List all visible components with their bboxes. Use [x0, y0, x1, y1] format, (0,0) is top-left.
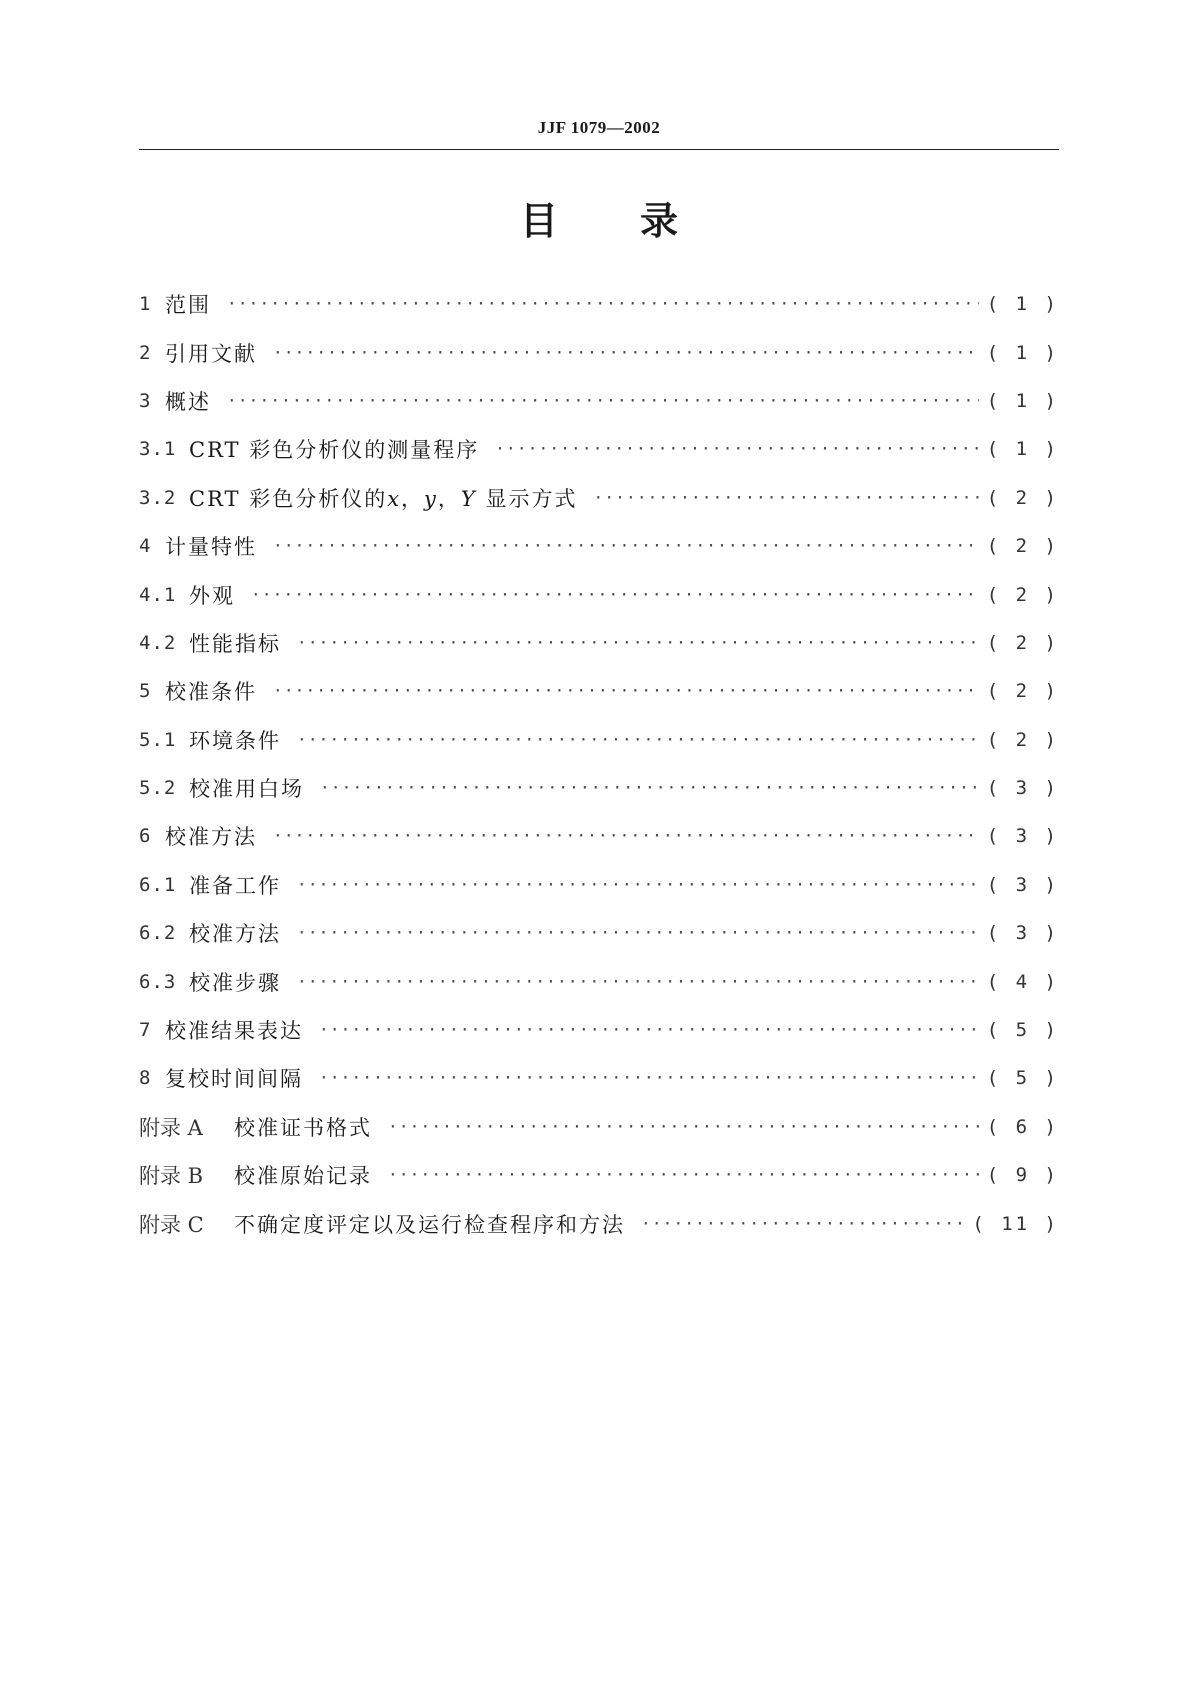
toc-entry-label: 校准证书格式 — [234, 1115, 372, 1140]
toc-entry-number: 4.1 — [139, 583, 177, 606]
toc-dot-leader — [320, 778, 979, 798]
toc-entry-label: 校准条件 — [165, 680, 257, 705]
toc-entry-page: ( 1 ) — [986, 389, 1059, 412]
label-separator: ， — [401, 486, 425, 511]
toc-entry[interactable] — [139, 425, 1059, 473]
toc-entry-page: ( 4 ) — [986, 970, 1059, 993]
page-title — [139, 196, 1059, 246]
label-suffix: 显示方式 — [476, 486, 578, 511]
toc-entry-label: 外观 — [189, 583, 235, 608]
toc-dot-leader — [641, 1214, 964, 1234]
toc-entry[interactable] — [139, 328, 1059, 376]
toc-entry-label: CRT 彩色分析仪的测量程序 — [189, 438, 480, 463]
toc-entry[interactable] — [139, 619, 1059, 667]
toc-entry-page: ( 1 ) — [986, 341, 1059, 364]
toc-entry-label: 性能指标 — [189, 631, 281, 656]
toc-entry-number: 3 — [139, 389, 152, 412]
toc-entry-page: ( 5 ) — [986, 1067, 1059, 1090]
toc-entry-page: ( 2 ) — [986, 680, 1059, 703]
header-rule — [139, 149, 1059, 150]
toc-entry[interactable] — [139, 1199, 1059, 1247]
toc-entry-number: 6.2 — [139, 922, 177, 945]
label-prefix: CRT 彩色分析仪的 — [189, 486, 388, 511]
toc-entry-number: 4 — [139, 535, 152, 558]
toc-entry[interactable] — [139, 377, 1059, 425]
toc-entry[interactable] — [139, 957, 1059, 1005]
toc-entry[interactable] — [139, 474, 1059, 522]
toc-entry-page: ( 5 ) — [986, 1019, 1059, 1042]
toc-entry-number: 3.1 — [139, 438, 177, 461]
toc-dot-leader — [319, 1020, 979, 1040]
toc-entry-page: ( 2 ) — [986, 535, 1059, 558]
toc-entry-label: 校准方法 — [189, 922, 281, 947]
toc-entry[interactable] — [139, 1103, 1059, 1151]
toc-entry-number: 5.2 — [139, 777, 177, 800]
toc-entry-label: 校准方法 — [165, 825, 257, 850]
toc-entry[interactable] — [139, 667, 1059, 715]
toc-dot-leader — [273, 681, 979, 701]
toc-entry-page: ( 11 ) — [972, 1212, 1059, 1235]
toc-entry-number: 6 — [139, 825, 152, 848]
toc-entry-number: 附录 A — [139, 1115, 203, 1140]
toc-dot-leader — [297, 633, 979, 653]
toc-dot-leader — [227, 391, 979, 411]
toc-entry[interactable] — [139, 570, 1059, 618]
toc-entry-label: 校准原始记录 — [234, 1164, 372, 1189]
toc-entry-page: ( 9 ) — [986, 1164, 1059, 1187]
toc-entry-label: 校准步骤 — [189, 970, 281, 995]
title-char-1: 目 — [519, 199, 558, 243]
toc-dot-leader — [297, 972, 979, 992]
toc-entry-label: 范围 — [165, 293, 211, 318]
toc-entry[interactable] — [139, 764, 1059, 812]
toc-entry-label: 准备工作 — [189, 873, 281, 898]
toc-entry-label: 校准用白场 — [189, 777, 304, 802]
toc-entry-label: 引用文献 — [165, 341, 257, 366]
toc-entry-page: ( 3 ) — [986, 873, 1059, 896]
toc-entry-number: 1 — [139, 293, 152, 316]
toc-entry-number: 6.3 — [139, 970, 177, 993]
toc-dot-leader — [593, 488, 978, 508]
toc-entry[interactable] — [139, 716, 1059, 764]
document-code-header: JJF 1079—2002 — [537, 118, 661, 137]
label-var-x: x — [387, 486, 402, 511]
toc-dot-leader — [495, 439, 979, 459]
toc-dot-leader — [227, 294, 979, 314]
label-var-y: y — [424, 486, 438, 511]
toc-entry[interactable] — [139, 522, 1059, 570]
toc-dot-leader — [273, 826, 979, 846]
label-var-Y: Y — [460, 486, 477, 511]
toc-entry-label: 计量特性 — [165, 535, 257, 560]
toc-entry-number: 附录 C — [139, 1212, 204, 1237]
toc-entry[interactable] — [139, 1006, 1059, 1054]
toc-entry-label: 校准结果表达 — [165, 1019, 303, 1044]
toc-entry-label: 不确定度评定以及运行检查程序和方法 — [234, 1212, 625, 1237]
toc-entry-page: ( 2 ) — [986, 583, 1059, 606]
toc-entry-number: 4.2 — [139, 631, 177, 654]
toc-dot-leader — [297, 875, 979, 895]
toc-entry-label: 复校时间间隔 — [165, 1067, 303, 1092]
toc-entry-page: ( 6 ) — [986, 1115, 1059, 1138]
toc-dot-leader — [273, 536, 979, 556]
toc-dot-leader — [388, 1117, 979, 1137]
toc-entry-page: ( 3 ) — [986, 777, 1059, 800]
toc-dot-leader — [251, 585, 979, 605]
toc-entry-number: 附录 B — [139, 1164, 204, 1189]
toc-entry-label — [189, 483, 577, 513]
toc-entry[interactable] — [139, 1151, 1059, 1199]
toc-entry-number: 8 — [139, 1067, 152, 1090]
toc-entry-page: ( 3 ) — [986, 825, 1059, 848]
toc-dot-leader — [297, 730, 979, 750]
toc-entry-page: ( 2 ) — [986, 631, 1059, 654]
toc-entry[interactable] — [139, 861, 1059, 909]
toc-entry-number: 7 — [139, 1019, 152, 1042]
toc-dot-leader — [388, 1165, 979, 1185]
toc-dot-leader — [273, 343, 979, 363]
toc-dot-leader — [297, 923, 979, 943]
toc-entry-number: 6.1 — [139, 873, 177, 896]
toc-entry-number: 3.2 — [139, 486, 177, 509]
toc-entry[interactable] — [139, 909, 1059, 957]
toc-entry-label: 环境条件 — [189, 728, 281, 753]
toc-entry[interactable] — [139, 1054, 1059, 1102]
toc-entry-page: ( 2 ) — [986, 486, 1059, 509]
toc-entry-page: ( 2 ) — [986, 728, 1059, 751]
toc-entry-number: 2 — [139, 341, 152, 364]
toc-entry-page: ( 3 ) — [986, 922, 1059, 945]
table-of-contents — [139, 280, 1059, 1248]
toc-entry-page: ( 1 ) — [986, 438, 1059, 461]
title-char-2: 录 — [640, 199, 679, 243]
toc-entry-label: 概述 — [165, 389, 211, 414]
toc-entry-page: ( 1 ) — [986, 293, 1059, 316]
toc-entry[interactable] — [139, 280, 1059, 328]
label-separator: ， — [437, 486, 461, 511]
toc-entry-number: 5 — [139, 680, 152, 703]
toc-dot-leader — [319, 1068, 979, 1088]
toc-entry-number: 5.1 — [139, 728, 177, 751]
toc-entry[interactable] — [139, 812, 1059, 860]
